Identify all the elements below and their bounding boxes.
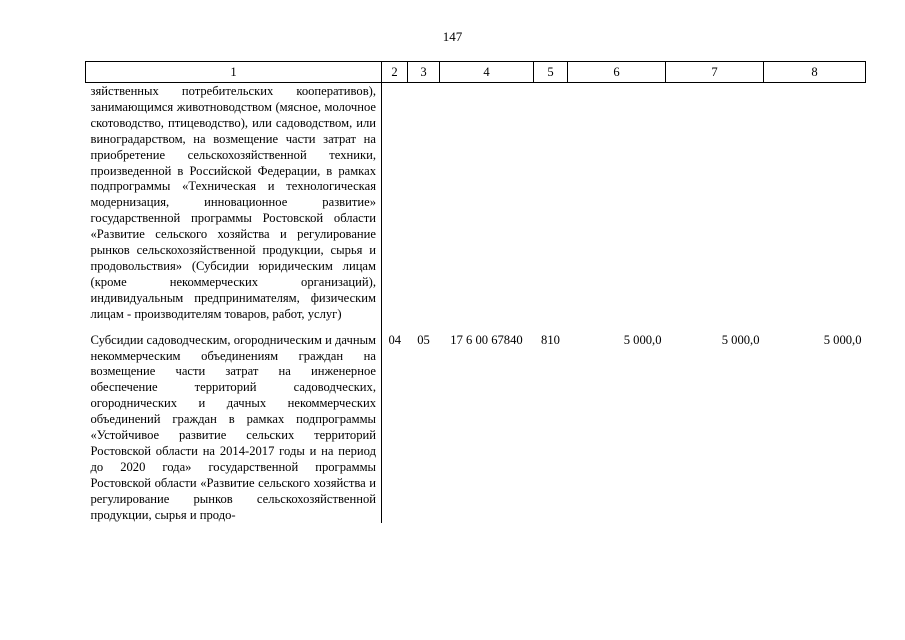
column-header-1: 1	[86, 62, 382, 83]
column-header-4: 4	[440, 62, 534, 83]
row-subsection-code	[408, 83, 440, 323]
row-amount-3: 5 000,0	[823, 332, 862, 347]
row-amount-2	[666, 83, 764, 323]
row-target-article	[440, 83, 534, 323]
table-row	[86, 83, 866, 323]
column-header-2: 2	[382, 62, 408, 83]
row-expense-type: 810	[541, 332, 560, 347]
row-section-code	[382, 83, 408, 323]
row-section-code: 04	[382, 323, 408, 524]
row-expense-type	[534, 83, 568, 323]
row-amount-1: 5 000,0	[623, 332, 662, 347]
column-header-6: 6	[568, 62, 666, 83]
row-description: Субсидии садоводческим, огородническим и дачным некоммерческим объединениям граждан на возмещение части затрат на инженерное обеспечение территорий садоводческих, огороднических и дачных некоммерческих объединений граждан в рамках подпрограммы «Устойчивое развитие сельских территорий Ростовской области на 2014-2017 годы и на период до 2020 года» государственной программы Ростовской области «Развитие сельского хозяйства и регулирование рынков сельскохозяйственной продукции, сырья и продо-	[90, 332, 376, 522]
row-amount-1	[568, 83, 666, 323]
row-amount-2: 5 000,0	[721, 332, 760, 347]
row-subsection-code: 05	[417, 332, 430, 347]
column-header-8: 8	[764, 62, 866, 83]
row-amount-3	[764, 83, 866, 323]
column-header-7: 7	[666, 62, 764, 83]
table-row	[86, 323, 866, 524]
budget-table	[85, 61, 866, 523]
column-header-3: 3	[408, 62, 440, 83]
page-number: 147	[442, 29, 463, 44]
row-target-article: 17 6 00 67840	[450, 332, 523, 347]
table-header-row	[86, 62, 866, 83]
row-description: зяйственных потребительских кооперативов), занимающимся животноводством (мясное, молочное скотоводство, птицеводство), или садоводством, или виноградарством, на возмещение части затрат на приобретение сельскохозяйственной техники, произведенной в Российской Федерации, в рамках подпрограммы «Техническая и технологическая модернизация, инновационное развитие» государственной программы Ростовской области «Развитие сельского хозяйства и регулирование рынков сельскохозяйственной продукции, сырья и продовольствия» (Субсидии юридическим лицам (кроме некоммерческих организаций), индивидуальным предпринимателям, физическим лицам - производителям товаров, работ, услуг)	[90, 84, 376, 321]
column-header-5: 5	[534, 62, 568, 83]
